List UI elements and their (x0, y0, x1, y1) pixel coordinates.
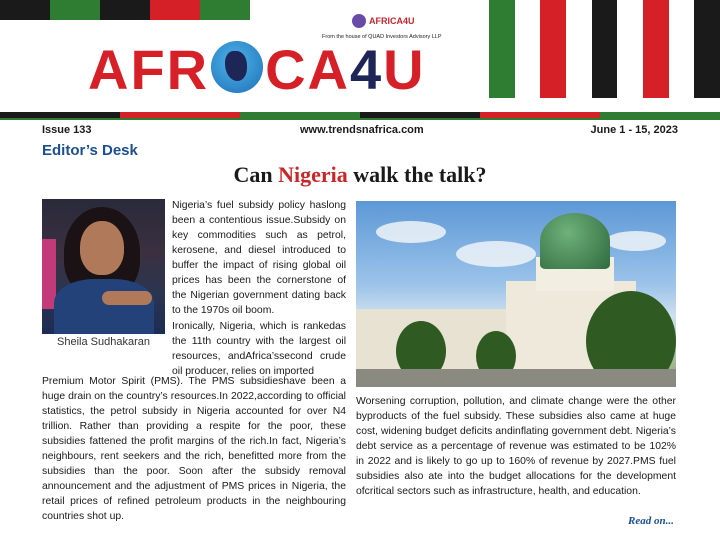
masthead-logo (88, 40, 426, 100)
article-paragraph-4: Worsening corruption, pollution, and climate change were the other byproducts of the fuel subsidy. These subsidies also came at huge cost, widening budget deficits andinflating government debt. Nigeria’s debt service as a percentage of revenue was estimated to be 102% in 2022 and is likely to go up to 160% of revenue by 2027.PMS fuel subsidies also ate into the budget allocations for the development ofcritical sectors such as infrastructure, health, and education. (356, 396, 676, 497)
author-photo (42, 199, 165, 334)
author-caption: Sheila Sudhakaran (57, 336, 150, 348)
tagline: From the house of QUAD Investors Advisory LLP (322, 34, 442, 40)
section-title: Editor’s Desk (42, 142, 138, 159)
issue-number: Issue 133 (42, 124, 92, 136)
article-headline (0, 162, 720, 188)
mini-logo-text: AFRICA4U (369, 16, 415, 26)
headline-text-after: walk the talk? (347, 162, 487, 187)
headline-text-before: Can (233, 162, 279, 187)
masthead-text-1: AFR (88, 38, 210, 101)
read-on-link[interactable]: Read on... (628, 515, 674, 527)
mini-logo (352, 14, 415, 28)
top-stripes-right (489, 0, 720, 98)
national-assembly-photo (356, 201, 676, 387)
article-paragraph-1: Nigeria’s fuel subsidy policy haslong been a contentious issue.Subsidy on key commodities such as petrol, kerosene, and diesel introduced to buffer the impact of rising global oil prices has been the cornerstone of the Nigerian government dating back to the 1970s oil boom. (172, 200, 346, 316)
top-stripes-left (0, 0, 250, 20)
headline-highlight: Nigeria (278, 162, 348, 187)
africa4u-logo-icon (352, 14, 366, 28)
masthead-text-3: 4 (349, 38, 384, 101)
masthead-text-4: U (383, 38, 426, 101)
masthead-text-2: CA (265, 38, 350, 101)
article-paragraph-3: Premium Motor Spirit (PMS). The PMS subsidieshave been a huge drain on the country’s resources.In 2022,according to official statistics, the petrol subsidy in Nigeria accounted for over N4 trillion. Rather than providing a respite for the poor, these subsidies fattened the profit margins of the rich.In fact, Nigeria’s neighbours, rent seekers and the rich, benefitted more from the subsidies than the poor. Soon after the subsidy removal announcement and the adjustment of PMS prices in Nigeria, the retail prices of refined petroleum products in the neighbouring countries shot up. (42, 376, 346, 522)
issue-date: June 1 - 15, 2023 (590, 124, 678, 136)
africa-globe-icon (211, 41, 263, 93)
article-paragraph-2: Ironically, Nigeria, which is rankedas the 11th country with the largest oil resources, andAfrica’ssecond crude oil producer, relies on imported (172, 321, 346, 377)
website-link[interactable]: www.trendsnafrica.com (300, 124, 424, 136)
masthead-rule-thin (0, 118, 720, 120)
